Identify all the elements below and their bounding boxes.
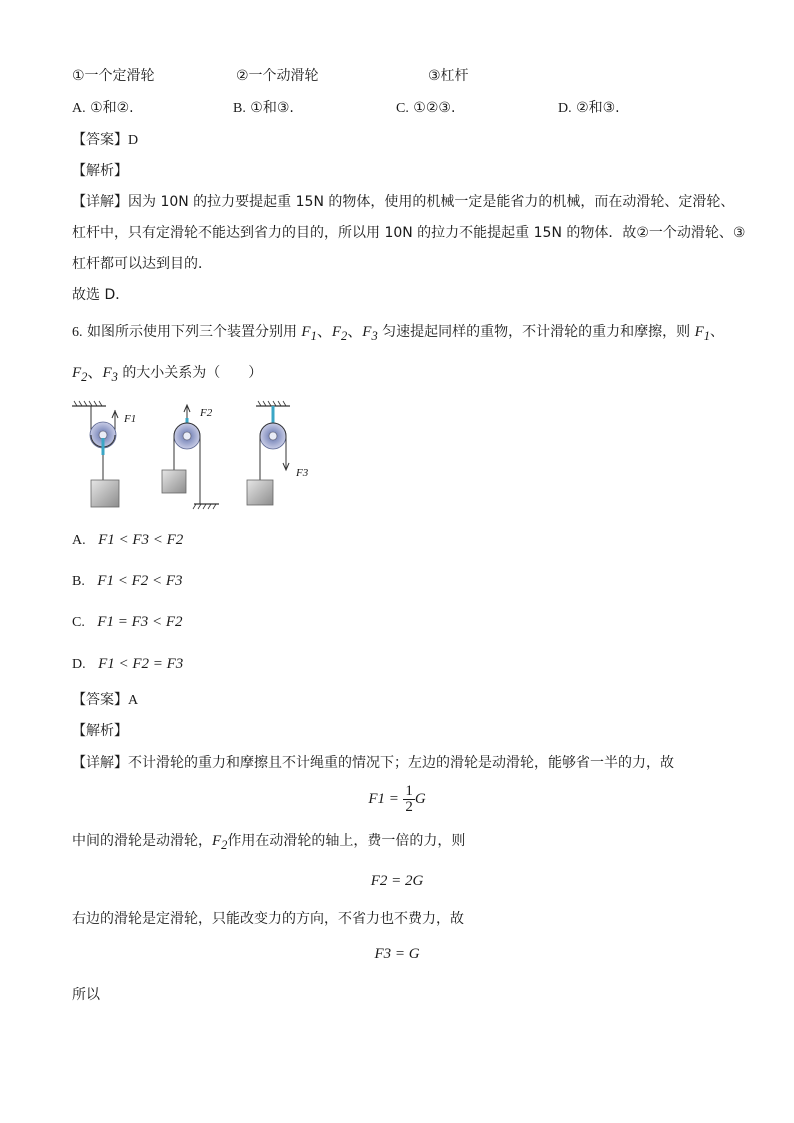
q6-answer	[72, 691, 138, 710]
q5-option-d	[558, 99, 620, 118]
q5-analysis-tag: 【解析】	[72, 163, 128, 179]
right-fixed-pulley-setup	[247, 401, 309, 505]
q5-option-b	[233, 99, 294, 118]
answer-tag: 【答案】	[72, 692, 128, 708]
q6-detail-line-2	[72, 832, 465, 854]
force-symbol-f2: $F_2$	[212, 833, 228, 852]
q5-answer	[72, 131, 138, 150]
option-text: ①和②.	[90, 100, 134, 116]
q5-detail-line-1	[72, 193, 734, 211]
option-text: ①和③.	[250, 100, 294, 116]
q5-item-1: ①一个定滑轮	[72, 68, 155, 84]
q5-option-a	[72, 99, 134, 118]
answer-value: D	[128, 133, 139, 148]
weight-block	[91, 480, 119, 507]
q6-analysis-tag: 【解析】	[72, 723, 128, 739]
stem-text-b: 匀速提起同样的重物，不计滑轮的重力和摩擦，则	[382, 324, 691, 340]
option-letter: C.	[72, 615, 85, 630]
detail-text: 不计滑轮的重力和摩擦且不计绳重的情况下；左边的滑轮是动滑轮，能够省一半的力，故	[128, 755, 674, 771]
detail-tag: 【详解】	[72, 194, 128, 210]
fraction-denominator: 2	[405, 798, 413, 815]
q5-item-3: ③杠杆	[428, 68, 469, 84]
option-letter: A.	[72, 533, 86, 548]
option-expression: F1 < F2 = F3	[98, 656, 184, 672]
equation-f2: F2 = 2G	[370, 873, 424, 889]
stem-text-c: 的大小关系为（ ）	[122, 365, 263, 381]
q6-detail-line-1	[72, 754, 674, 772]
label-f2: F2	[200, 407, 213, 419]
option-letter: C.	[396, 101, 409, 116]
q6-detail-line-3: 右边的滑轮是定滑轮，只能改变力的方向，不省力也不费力，故	[72, 911, 464, 927]
equation-f3: F3 = G	[374, 946, 420, 962]
option-expression: F1 = F3 < F2	[97, 614, 183, 630]
q6-detail-line-4: 所以	[72, 987, 100, 1003]
equation-lhs: F1 =	[368, 791, 399, 807]
fraction-numerator: 1	[405, 782, 413, 799]
force-symbols: $F_1$、$F_2$、$F_3$	[301, 324, 378, 343]
option-expression: F1 < F3 < F2	[98, 532, 184, 548]
q5-conclusion: 故选 D．	[72, 287, 130, 303]
middle-movable-pulley-setup	[162, 405, 219, 509]
answer-value: A	[128, 693, 139, 708]
detail-text-b: 作用在动滑轮的轴上，费一倍的力，则	[227, 833, 466, 849]
stem-text-a: 如图所示使用下列三个装置分别用	[86, 324, 297, 340]
q6-stem-line-1: 6. 如图所示使用下列三个装置分别用 $F_1$、$F_2$、$F_3$ 匀速提起同样的重物，不计滑轮的重力和摩擦，则 $F_1$、	[72, 324, 725, 343]
q5-detail-line-2: 杠杆中，只有定滑轮不能达到省力的目的，所以用 10N 的拉力不能提起重 15N 的物体．故②一个动滑轮、③	[72, 225, 746, 241]
left-movable-pulley-setup	[72, 401, 136, 507]
detail-text-a: 中间的滑轮是动滑轮，	[72, 833, 212, 849]
equation-f1	[0, 782, 794, 816]
option-expression: F1 < F2 < F3	[97, 573, 183, 589]
option-letter: B.	[72, 574, 85, 589]
q5-item-2: ②一个动滑轮	[236, 68, 319, 84]
question-number: 6.	[72, 325, 83, 340]
option-letter: B.	[233, 101, 246, 116]
label-f3: F3	[296, 467, 309, 479]
option-letter: D.	[558, 101, 572, 116]
fraction-half	[403, 784, 415, 815]
weight-block	[162, 470, 186, 493]
option-text: ①②③.	[413, 100, 456, 116]
q6-option-d	[72, 655, 183, 674]
weight-block	[247, 480, 273, 505]
force-symbols: $F_2$、$F_3$	[72, 365, 118, 384]
detail-text: 因为 10N 的拉力要提起重 15N 的物体，使用的机械一定是能省力的机械，而在动滑轮、定滑轮、	[128, 194, 735, 210]
equation-rhs: G	[414, 791, 426, 807]
q5-detail-line-3: 杠杆都可以达到目的．	[72, 256, 212, 272]
q6-stem-line-2	[72, 364, 262, 386]
option-letter: D.	[72, 657, 86, 672]
q5-option-c	[396, 99, 455, 118]
q6-option-b	[72, 572, 183, 591]
q6-option-c	[72, 613, 183, 632]
pulley-figure	[66, 400, 326, 515]
q6-option-a	[72, 531, 183, 550]
detail-tag: 【详解】	[72, 755, 128, 771]
label-f1: F1	[124, 413, 137, 425]
option-letter: A.	[72, 101, 86, 116]
force-symbol-f1: $F_1$	[694, 324, 711, 343]
option-text: ②和③.	[576, 100, 620, 116]
answer-tag: 【答案】	[72, 132, 128, 148]
pulley-hook	[102, 438, 105, 455]
